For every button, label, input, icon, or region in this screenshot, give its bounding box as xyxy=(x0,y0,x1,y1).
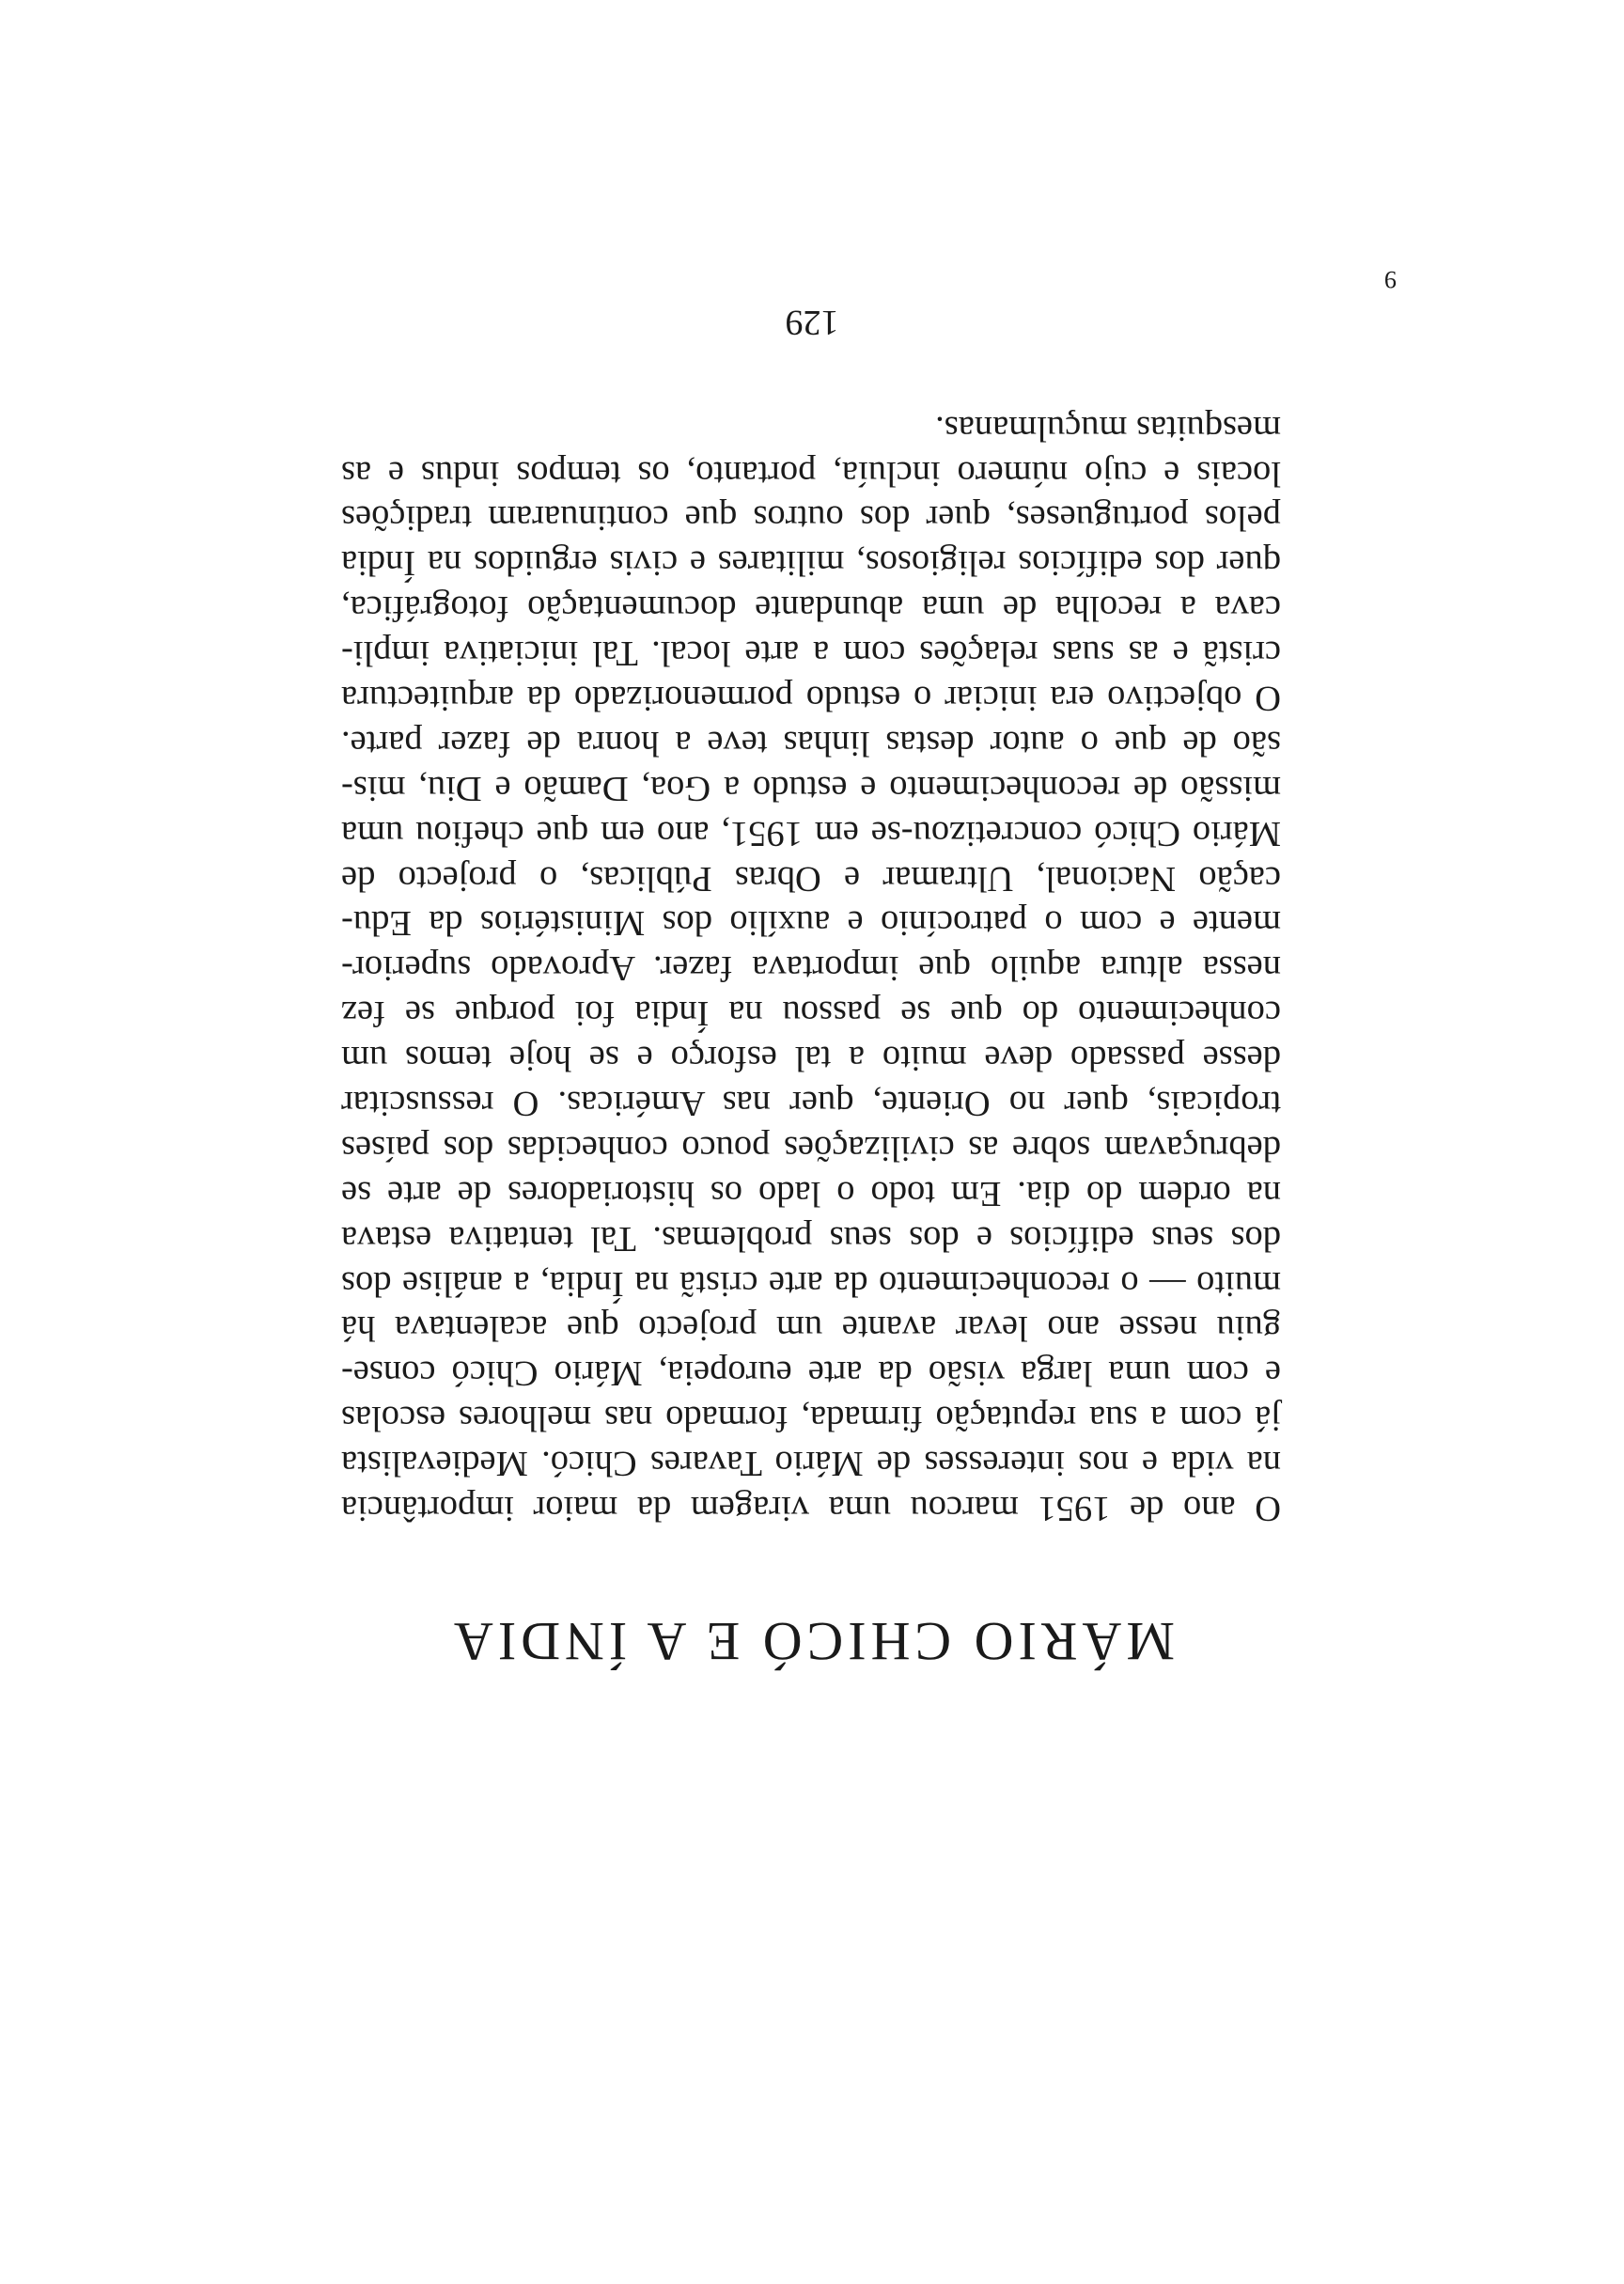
text-line: tropicais, quer no Oriente, quer nas Américas. O ressuscitar xyxy=(341,1083,1281,1123)
text-line: cristã e as suas relações com a arte local. Tal iniciativa impli- xyxy=(341,634,1281,674)
page-number: 129 xyxy=(785,303,839,342)
text-line: locais e cujo número incluía, portanto, os tempos indus e as xyxy=(341,453,1281,493)
text-line: cação Nacional, Ultramar e Obras Públicas, o projecto de xyxy=(341,858,1281,899)
text-line: Mário Chicó concretizou-se em 1951, ano em que chefiou uma xyxy=(341,813,1281,853)
text-line: mente e com o patrocínio e auxílio dos Ministérios da Edu- xyxy=(341,903,1281,944)
text-line: debruçavam sobre as civilizações pouco conhecidas dos países xyxy=(341,1128,1281,1168)
page-title: MÁRIO CHICÓ E A ÍNDIA xyxy=(449,1611,1175,1672)
text-line: conhecimento do que se passou na Índia foi porque se fez xyxy=(341,993,1281,1034)
text-line: pelos portugueses, quer dos outros que continuaram tradições xyxy=(341,498,1281,539)
text-line: cava a recolha de uma abundante documentação fotográfica, xyxy=(341,588,1281,629)
text-line: quer dos edifícios religiosos, militares e civis erguidos na Índia xyxy=(341,543,1281,584)
text-line: na ordem do dia. Em todo o lado os historiadores de arte se xyxy=(341,1173,1281,1213)
text-line: nessa altura aquilo que importava fazer. Aprovado superior- xyxy=(341,948,1281,989)
text-line: na vida e nos interesses de Mário Tavares Chicó. Medievalista xyxy=(341,1444,1281,1484)
signature-mark: 9 xyxy=(1384,266,1397,293)
text-line: e com uma larga visão da arte europeia, Mário Chicó conse- xyxy=(341,1353,1281,1394)
text-line: já com a sua reputação firmada, formado nas melhores escolas xyxy=(341,1399,1281,1439)
text-line: mesquitas muçulmanas. xyxy=(935,408,1281,448)
text-line: guiu nesse ano levar avante um projecto que acalentava há xyxy=(341,1308,1281,1349)
text-line: missão de reconhecimento e estudo a Goa, Damão e Diu, mis- xyxy=(341,768,1281,808)
body-paragraph xyxy=(341,405,1281,1530)
text-line: O objectivo era iniciar o estudo pormenorizado da arquitectura xyxy=(341,678,1281,718)
text-line: são de que o autor destas linhas teve a honra de fazer parte. xyxy=(341,723,1281,763)
text-line: desse passado deve muito a tal esforço e se hoje temos um xyxy=(341,1039,1281,1079)
text-line: dos seus edifícios e dos seus problemas. Tal tentativa estava xyxy=(341,1218,1281,1259)
text-line: muito — o reconhecimento da arte cristã na Índia, a análise dos xyxy=(341,1263,1281,1304)
text-line: O ano de 1951 marcou uma viragem da maior importância xyxy=(341,1489,1281,1528)
